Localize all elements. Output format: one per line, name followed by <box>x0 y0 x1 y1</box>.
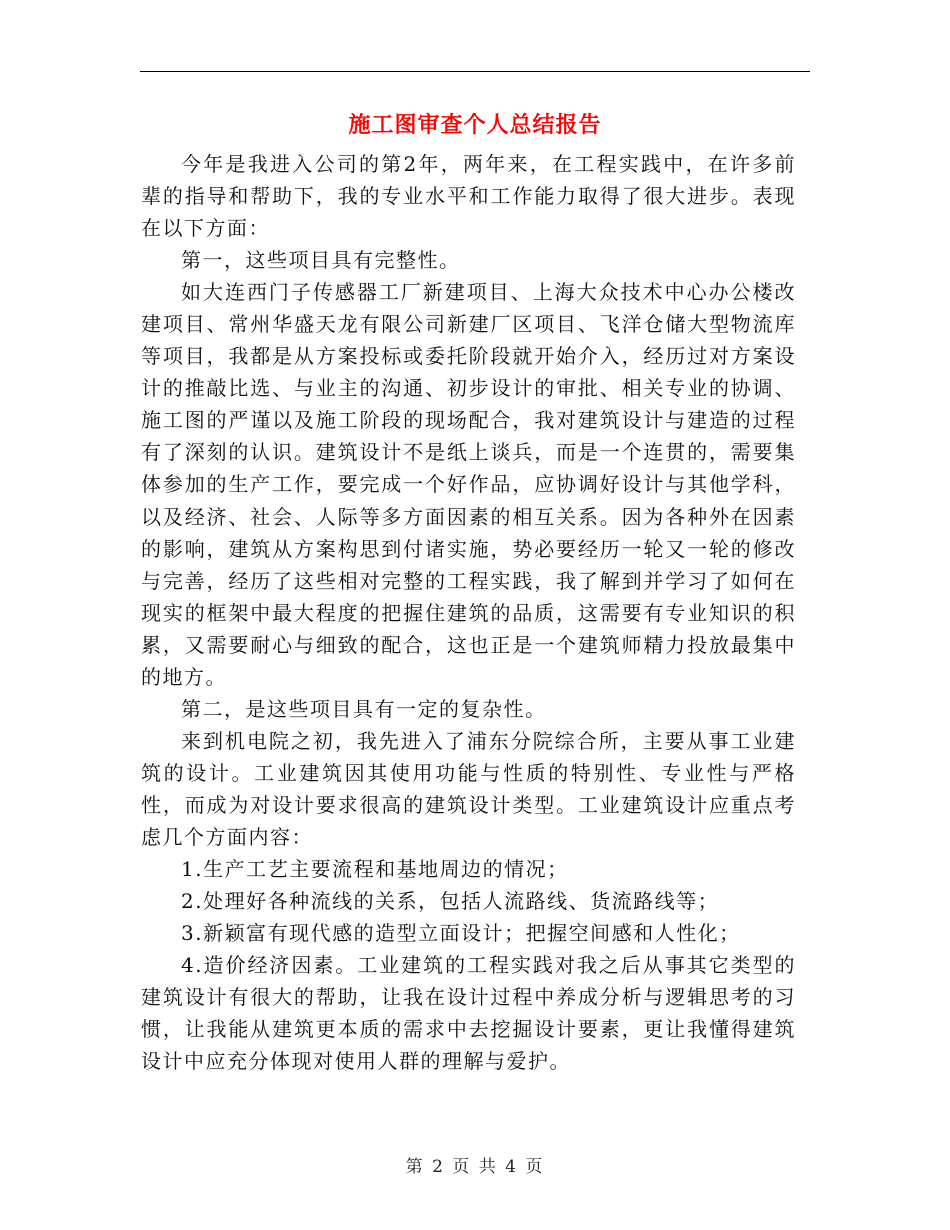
page-number-footer: 第 2 页 共 4 页 <box>405 1157 545 1177</box>
paragraph-point-two-heading: 第二，是这些项目具有一定的复杂性。 <box>181 696 547 721</box>
header-rule <box>140 71 810 72</box>
paragraph-point-one-body: 如大连西门子传感器工厂新建项目、上海大众技术中心办公楼改建项目、常州华盛天龙有限公司新建厂区项目、飞洋仓储大型物流库等项目，我都是从方案投标或委托阶段就开始介入，经历过对方案设计的推敲比选、与业主的沟通、初步设计的审批、相关专业的协调、施工图的严谨以及施工阶段的现场配合，我对建筑设计与建造的过程有了深刻的认识。建筑设计不是纸上谈兵，而是一个连贯的，需要集体参加的生产工作，要完成一个好作品，应协调好设计与其他学科，以及经济、社会、人际等多方面因素的相互关系。因为各种外在因素的影响，建筑从方案构思到付诸实施，势必要经历一轮又一轮的修改与完善，经历了这些相对完整的工程实践，我了解到并学习了如何在现实的框架中最大程度的把握住建筑的品质，这需要有专业知识的积累，又需要耐心与细致的配合，这也正是一个建筑师精力投放最集中的地方。 <box>141 280 796 689</box>
list-item-4: 4.造价经济因素。工业建筑的工程实践对我之后从事其它类型的建筑设计有很大的帮助，让我在设计过程中养成分析与逻辑思考的习惯，让我能从建筑更本质的需求中去挖掘设计要素，更让我懂得建筑设计中应充分体现对使用人群的理解与爱护。 <box>141 953 796 1074</box>
paragraph-point-two-body: 来到机电院之初，我先进入了浦东分院综合所，主要从事工业建筑的设计。工业建筑因其使用功能与性质的特别性、专业性与严格性，而成为对设计要求很高的建筑设计类型。工业建筑设计应重点考虑几个方面内容： <box>141 728 796 849</box>
paragraph-intro: 今年是我进入公司的第2年，两年来，在工程实践中，在许多前辈的指导和帮助下，我的专业水平和工作能力取得了很大进步。表现在以下方面： <box>141 152 796 241</box>
list-item-3: 3.新颖富有现代感的造型立面设计；把握空间感和人性化； <box>181 921 741 946</box>
list-item-2: 2.处理好各种流线的关系，包括人流路线、货流路线等； <box>181 889 720 914</box>
paragraph-point-one-heading: 第一，这些项目具有完整性。 <box>181 248 461 273</box>
list-item-1: 1.生产工艺主要流程和基地周边的情况； <box>181 857 569 882</box>
document-title: 施工图审查个人总结报告 <box>348 112 602 138</box>
document-body <box>141 148 796 1077</box>
